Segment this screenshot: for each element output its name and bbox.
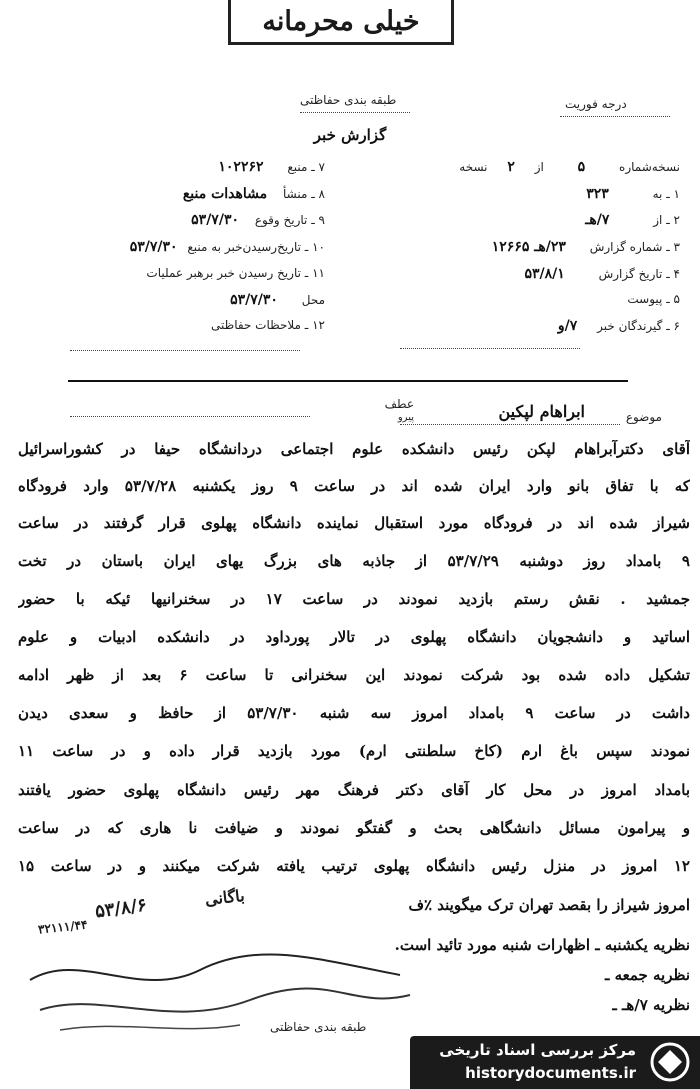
field-ops-date: ۱۱ ـ تاریخ رسیدن خبر برهبر عملیات — [146, 266, 325, 280]
page-title: گزارش خبر — [313, 126, 387, 144]
field-attachment: ۵ ـ پیوست — [627, 292, 680, 306]
field-report-number: ۳ ـ شماره گزارش ۲۳/هـ ۱۲۶۶۵ — [491, 239, 680, 255]
body-line: ۹ بامداد روز دوشنبه ۵۳/۷/۲۹ از جاذبه های بزرگ یهای ایران باستان در تخت — [18, 552, 690, 570]
classification-dotline — [300, 112, 410, 113]
logo-url: historydocuments.ir — [465, 1064, 636, 1082]
field-location: محل ۵۳/۷/۳۰ — [230, 292, 325, 308]
left-extra-dotline — [70, 350, 300, 351]
body-line: داشت در ساعت ۹ بامداد امروز سه شنبه ۵۳/۷/۳۰ از حافظ و سعدی دیدن — [18, 704, 690, 722]
ref-dotline — [70, 416, 310, 417]
priority-label: درجه فوریت — [565, 97, 627, 111]
field-source: ۷ ـ منبع ۱۰۲۲۶۲ — [218, 159, 325, 175]
footer-classification-label: طبقه بندی حفاظتی — [270, 1020, 367, 1034]
body-line: که با تفاق بانو وارد ایران شده اند در ساعت ۹ روز یکشنبه ۵۳/۷/۲۸ وارد فرودگاه — [18, 477, 690, 495]
field-recipients: ۶ ـ گیرندگان خبر ۷/و — [557, 318, 680, 334]
body-line: بامداد امروز در محل کار آقای دکتر فرهنگ مهر رئیس دانشگاه پهلوی حضور یافتند — [18, 781, 690, 799]
handwritten-signature: باگانی — [204, 885, 246, 910]
body-line: شیراز شده اند در فرودگاه مورد استقبال نماینده دانشگاه پهلوی قرار گرفتند در ساعت — [18, 514, 690, 532]
divider-rule — [68, 380, 628, 382]
opinion-line: نظریه ۷/هـ ـ — [612, 996, 690, 1014]
classification-stamp: خیلی محرمانه — [228, 0, 454, 45]
field-received-date: ۱۰ ـ تاریخ‌رسیدن‌خبر به منبع ۵۳/۷/۳۰ — [129, 239, 325, 255]
body-line: جمشید . نقش رستم بازدید نمودند در ساعت ۱۷ در سخنرانیها ئیکه با حضور — [18, 590, 690, 608]
handwritten-number: ۳۲۱۱۱/۴۴ — [37, 917, 89, 937]
body-line: و پیرامون مسائل دانشگاهی بحث و گفتگو نمودند و ضیافت نا هاری که در ساعت — [18, 819, 690, 837]
body-line: تشکیل داده شده بود شرکت نمودند این سخنرانی تا ساعت ۶ بعد از ظهر ادامه — [18, 666, 690, 684]
field-report-date: ۴ ـ تاریخ گزارش ۵۳/۸/۱ — [524, 266, 680, 282]
field-from: ۲ ـ از ۷/هـ — [585, 212, 680, 228]
archive-logo-icon — [648, 1042, 692, 1082]
field-origin: ۸ ـ منشأ مشاهدات منبع — [182, 186, 325, 202]
right-extra-dotline — [400, 348, 580, 349]
field-copy-number: نسخه‌شماره ۵ از ۲ نسخه — [459, 159, 680, 175]
field-security-notes: ۱۲ ـ ملاحظات حفاظتی — [211, 318, 325, 332]
subject-dotline — [400, 424, 620, 425]
opinion-line: نظریه یکشنبه ـ اظهارات شنبه مورد تائید است. — [394, 936, 690, 954]
priority-dotline — [560, 116, 670, 117]
subject-value: ابراهام لپکین — [498, 402, 585, 421]
handwritten-date: ۵۳/۸/۶ — [93, 894, 149, 923]
watermark-logo — [410, 1036, 700, 1089]
ref-label: عطف — [384, 397, 414, 411]
subject-label: موضوع — [625, 410, 662, 424]
body-line: آقای دکترآبراهام لپکن رئیس دانشکده علوم اجتماعی دردانشگاه حیفا در کشوراسرائیل — [18, 440, 690, 458]
logo-title: مرکز بررسی اسناد تاریخی — [439, 1041, 636, 1059]
follow-label: پیرو — [397, 412, 414, 423]
body-line-last: امروز شیراز را بقصد تهران ترک میگویند ٪ف — [408, 896, 690, 914]
body-line: نمودند سپس باغ ارم (کاخ سلطنتی ارم) مورد بازدید قرار داده و در ساعت ۱۱ — [18, 742, 690, 760]
field-to: ۱ ـ به ۳۲۳ — [586, 186, 680, 202]
body-line: اساتید و دانشجویان دانشگاه پهلوی در تالار پورداود در دانشکده ادبیات و علوم — [18, 628, 690, 646]
classification-label: طبقه بندی حفاظتی — [300, 93, 397, 107]
body-line: ۱۲ امروز در منزل رئیس دانشگاه پهلوی ترتیب یافته شرکت میکنند و در ساعت ۱۵ — [18, 857, 690, 875]
field-occurrence-date: ۹ ـ تاریخ وقوع ۵۳/۷/۳۰ — [191, 212, 325, 228]
opinion-line: نظریه جمعه ـ — [604, 966, 690, 984]
